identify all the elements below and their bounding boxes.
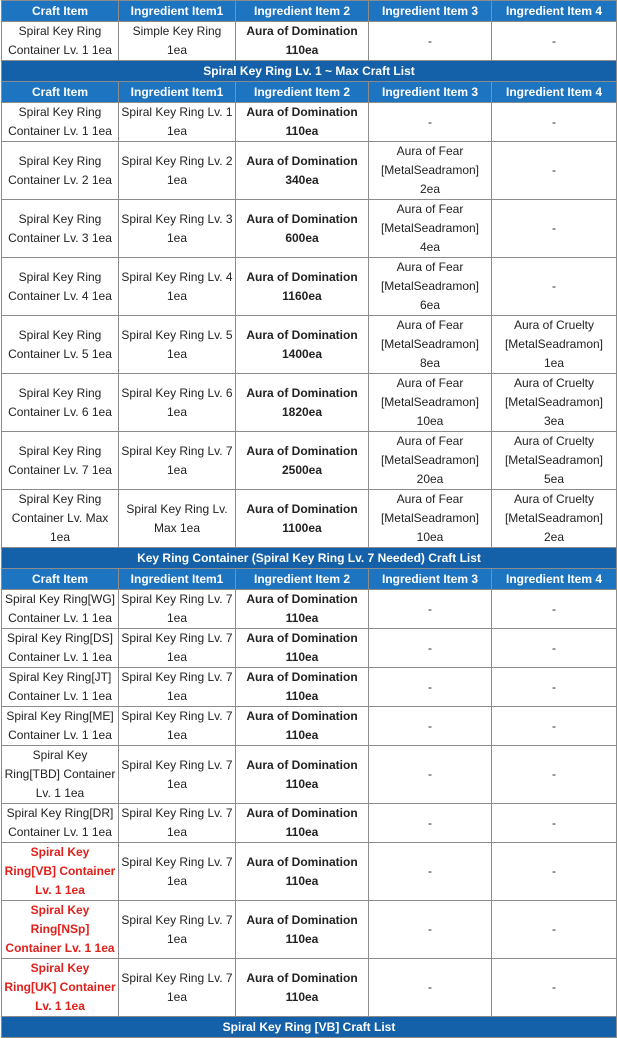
ingredient-1-cell: Spiral Key Ring Lv. 7 1ea	[119, 590, 236, 629]
ingredient-1-cell: Spiral Key Ring Lv. 7 1ea	[119, 959, 236, 1017]
col-header-ingredient-1: Ingredient Item1	[119, 1, 236, 22]
table-row	[2, 200, 617, 258]
ingredient-2-cell: Aura of Domination 1160ea	[236, 258, 369, 316]
ingredient-1-cell: Spiral Key Ring Lv. 7 1ea	[119, 668, 236, 707]
craft-item-cell: Spiral Key Ring Container Lv. 6 1ea	[2, 374, 119, 432]
craft-item-cell: Spiral Key Ring[JT] Container Lv. 1 1ea	[2, 668, 119, 707]
ingredient-1-cell: Simple Key Ring 1ea	[119, 22, 236, 61]
ingredient-1-cell: Spiral Key Ring Lv. 7 1ea	[119, 804, 236, 843]
craft-item-cell: Spiral Key Ring Container Lv. 2 1ea	[2, 142, 119, 200]
ingredient-4-cell: Aura of Cruelty [MetalSeadramon] 5ea	[492, 432, 617, 490]
ingredient-1-cell: Spiral Key Ring Lv. 7 1ea	[119, 746, 236, 804]
ingredient-3-cell: -	[369, 901, 492, 959]
col-header-ingredient-1: Ingredient Item1	[119, 569, 236, 590]
ingredient-1-cell: Spiral Key Ring Lv. 7 1ea	[119, 901, 236, 959]
table-row	[2, 432, 617, 490]
ingredient-3-cell: Aura of Fear [MetalSeadramon] 2ea	[369, 142, 492, 200]
ingredient-4-cell: -	[492, 901, 617, 959]
col-header-craft-item: Craft Item	[2, 569, 119, 590]
ingredient-3-cell: Aura of Fear [MetalSeadramon] 4ea	[369, 200, 492, 258]
ingredient-1-cell: Spiral Key Ring Lv. 4 1ea	[119, 258, 236, 316]
col-header-ingredient-2: Ingredient Item 2	[236, 569, 369, 590]
ingredient-1-cell: Spiral Key Ring Lv. 1 1ea	[119, 103, 236, 142]
ingredient-4-cell: -	[492, 142, 617, 200]
ingredient-3-cell: -	[369, 590, 492, 629]
ingredient-1-cell: Spiral Key Ring Lv. 7 1ea	[119, 629, 236, 668]
ingredient-2-cell: Aura of Domination 110ea	[236, 959, 369, 1017]
ingredient-3-cell: -	[369, 746, 492, 804]
ingredient-4-cell: -	[492, 629, 617, 668]
ingredient-4-cell: -	[492, 959, 617, 1017]
ingredient-2-cell: Aura of Domination 110ea	[236, 901, 369, 959]
ingredient-2-cell: Aura of Domination 110ea	[236, 629, 369, 668]
header-row	[2, 1, 617, 22]
craft-item-cell: Spiral Key Ring Container Lv. 1 1ea	[2, 22, 119, 61]
ingredient-2-cell: Aura of Domination 340ea	[236, 142, 369, 200]
table-row	[2, 707, 617, 746]
col-header-ingredient-2: Ingredient Item 2	[236, 82, 369, 103]
ingredient-3-cell: Aura of Fear [MetalSeadramon] 6ea	[369, 258, 492, 316]
ingredient-2-cell: Aura of Domination 110ea	[236, 103, 369, 142]
ingredient-2-cell: Aura of Domination 1400ea	[236, 316, 369, 374]
table-row	[2, 103, 617, 142]
ingredient-3-cell: -	[369, 959, 492, 1017]
ingredient-2-cell: Aura of Domination 110ea	[236, 590, 369, 629]
table-row	[2, 629, 617, 668]
section-title-row	[2, 1017, 617, 1038]
ingredient-2-cell: Aura of Domination 1100ea	[236, 490, 369, 548]
section-title-row	[2, 61, 617, 82]
section-title: Key Ring Container (Spiral Key Ring Lv. 7 Needed) Craft List	[2, 548, 617, 569]
col-header-ingredient-3: Ingredient Item 3	[369, 1, 492, 22]
craft-item-cell: Spiral Key Ring Container Lv. 4 1ea	[2, 258, 119, 316]
craft-table	[1, 0, 617, 1038]
ingredient-4-cell: -	[492, 258, 617, 316]
craft-item-cell: Spiral Key Ring[ME] Container Lv. 1 1ea	[2, 707, 119, 746]
craft-item-cell: Spiral Key Ring Container Lv. Max 1ea	[2, 490, 119, 548]
craft-item-cell: Spiral Key Ring Container Lv. 1 1ea	[2, 103, 119, 142]
ingredient-4-cell: -	[492, 746, 617, 804]
craft-item-cell: Spiral Key Ring Container Lv. 3 1ea	[2, 200, 119, 258]
ingredient-4-cell: -	[492, 668, 617, 707]
ingredient-4-cell: -	[492, 200, 617, 258]
table-row	[2, 374, 617, 432]
table-row	[2, 843, 617, 901]
table-row	[2, 668, 617, 707]
ingredient-3-cell: -	[369, 668, 492, 707]
ingredient-1-cell: Spiral Key Ring Lv. 7 1ea	[119, 707, 236, 746]
craft-item-cell: Spiral Key Ring Container Lv. 7 1ea	[2, 432, 119, 490]
ingredient-3-cell: Aura of Fear [MetalSeadramon] 10ea	[369, 374, 492, 432]
table-row	[2, 258, 617, 316]
table-row	[2, 316, 617, 374]
ingredient-3-cell: -	[369, 629, 492, 668]
header-row	[2, 569, 617, 590]
ingredient-2-cell: Aura of Domination 600ea	[236, 200, 369, 258]
col-header-ingredient-2: Ingredient Item 2	[236, 1, 369, 22]
ingredient-4-cell: Aura of Cruelty [MetalSeadramon] 1ea	[492, 316, 617, 374]
ingredient-2-cell: Aura of Domination 110ea	[236, 843, 369, 901]
craft-item-cell-highlighted: Spiral Key Ring[UK] Container Lv. 1 1ea	[2, 959, 119, 1017]
ingredient-4-cell: -	[492, 843, 617, 901]
col-header-ingredient-3: Ingredient Item 3	[369, 569, 492, 590]
table-row	[2, 901, 617, 959]
craft-item-cell: Spiral Key Ring[WG] Container Lv. 1 1ea	[2, 590, 119, 629]
ingredient-1-cell: Spiral Key Ring Lv. 7 1ea	[119, 843, 236, 901]
ingredient-3-cell: -	[369, 22, 492, 61]
craft-item-cell: Spiral Key Ring Container Lv. 5 1ea	[2, 316, 119, 374]
ingredient-4-cell: -	[492, 103, 617, 142]
ingredient-4-cell: -	[492, 590, 617, 629]
ingredient-4-cell: Aura of Cruelty [MetalSeadramon] 2ea	[492, 490, 617, 548]
col-header-ingredient-4: Ingredient Item 4	[492, 1, 617, 22]
ingredient-1-cell: Spiral Key Ring Lv. 3 1ea	[119, 200, 236, 258]
col-header-ingredient-4: Ingredient Item 4	[492, 82, 617, 103]
section-title: Spiral Key Ring Lv. 1 ~ Max Craft List	[2, 61, 617, 82]
ingredient-1-cell: Spiral Key Ring Lv. 2 1ea	[119, 142, 236, 200]
ingredient-4-cell: -	[492, 707, 617, 746]
ingredient-1-cell: Spiral Key Ring Lv. 7 1ea	[119, 432, 236, 490]
craft-item-cell: Spiral Key Ring[DR] Container Lv. 1 1ea	[2, 804, 119, 843]
col-header-ingredient-3: Ingredient Item 3	[369, 82, 492, 103]
ingredient-3-cell: -	[369, 707, 492, 746]
ingredient-4-cell: -	[492, 22, 617, 61]
ingredient-3-cell: Aura of Fear [MetalSeadramon] 10ea	[369, 490, 492, 548]
section-title: Spiral Key Ring [VB] Craft List	[2, 1017, 617, 1038]
ingredient-2-cell: Aura of Domination 110ea	[236, 22, 369, 61]
col-header-craft-item: Craft Item	[2, 82, 119, 103]
table-row	[2, 746, 617, 804]
craft-item-cell-highlighted: Spiral Key Ring[NSp] Container Lv. 1 1ea	[2, 901, 119, 959]
ingredient-4-cell: -	[492, 804, 617, 843]
ingredient-2-cell: Aura of Domination 110ea	[236, 804, 369, 843]
header-row	[2, 82, 617, 103]
ingredient-3-cell: -	[369, 804, 492, 843]
table-row	[2, 490, 617, 548]
ingredient-1-cell: Spiral Key Ring Lv. Max 1ea	[119, 490, 236, 548]
table-row	[2, 22, 617, 61]
table-row	[2, 804, 617, 843]
col-header-ingredient-4: Ingredient Item 4	[492, 569, 617, 590]
ingredient-3-cell: Aura of Fear [MetalSeadramon] 20ea	[369, 432, 492, 490]
col-header-ingredient-1: Ingredient Item1	[119, 82, 236, 103]
ingredient-3-cell: -	[369, 843, 492, 901]
ingredient-3-cell: -	[369, 103, 492, 142]
ingredient-4-cell: Aura of Cruelty [MetalSeadramon] 3ea	[492, 374, 617, 432]
ingredient-2-cell: Aura of Domination 110ea	[236, 707, 369, 746]
craft-item-cell: Spiral Key Ring[DS] Container Lv. 1 1ea	[2, 629, 119, 668]
col-header-craft-item: Craft Item	[2, 1, 119, 22]
ingredient-1-cell: Spiral Key Ring Lv. 5 1ea	[119, 316, 236, 374]
section-title-row	[2, 548, 617, 569]
ingredient-3-cell: Aura of Fear [MetalSeadramon] 8ea	[369, 316, 492, 374]
ingredient-1-cell: Spiral Key Ring Lv. 6 1ea	[119, 374, 236, 432]
craft-item-cell-highlighted: Spiral Key Ring[VB] Container Lv. 1 1ea	[2, 843, 119, 901]
ingredient-2-cell: Aura of Domination 1820ea	[236, 374, 369, 432]
ingredient-2-cell: Aura of Domination 110ea	[236, 746, 369, 804]
craft-item-cell: Spiral Key Ring[TBD] Container Lv. 1 1ea	[2, 746, 119, 804]
ingredient-2-cell: Aura of Domination 2500ea	[236, 432, 369, 490]
table-row	[2, 959, 617, 1017]
table-row	[2, 142, 617, 200]
ingredient-2-cell: Aura of Domination 110ea	[236, 668, 369, 707]
table-row	[2, 590, 617, 629]
